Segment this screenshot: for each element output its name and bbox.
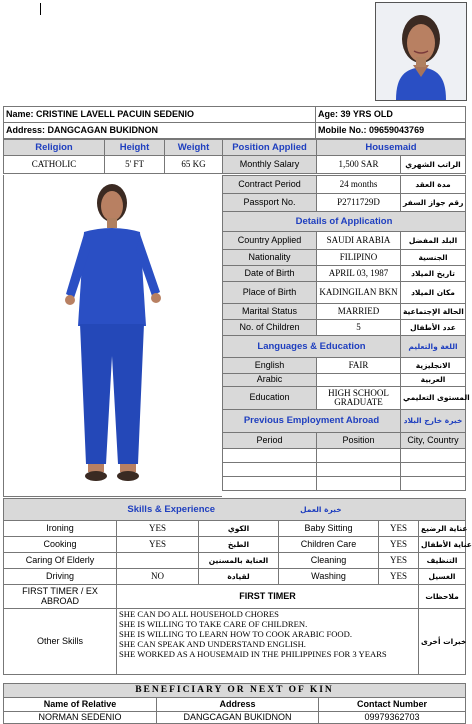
applicant-age: 39 YRS OLD: [340, 108, 393, 119]
name-cell: Name: CRISTINE LAVELL PACUIN SEDENIO: [4, 107, 316, 123]
emp-row3-period: [223, 477, 317, 491]
nationality-ar: الجنسية: [401, 250, 466, 266]
arabic-value: [317, 374, 401, 387]
education-ar: المستوى التعليمي: [401, 387, 466, 410]
religion-value: CATHOLIC: [4, 156, 105, 174]
contract-label: Contract Period: [223, 176, 317, 194]
children-label: No. of Children: [223, 320, 317, 336]
application-title: Details of Application: [223, 212, 466, 232]
skill-childcare-value: YES: [379, 537, 419, 553]
weight-header: Weight: [165, 140, 223, 156]
header-table: [3, 106, 466, 139]
dob-label: Date of Birth: [223, 266, 317, 282]
mobile-cell: Mobile No.: 09659043769: [316, 123, 466, 139]
skill-babysitting-label: Baby Sitting: [279, 521, 379, 537]
first-timer-value: FIRST TIMER: [117, 585, 419, 609]
passport-label-ar: رقم جواز السفر: [401, 194, 466, 212]
emp-position-header: Position: [317, 433, 401, 449]
skills-title-ar: خبرة العمل: [300, 504, 342, 514]
other-skills-ar: خبرات أخرى: [419, 609, 466, 675]
emp-row2-period: [223, 463, 317, 477]
skill-driving-value: NO: [117, 569, 199, 585]
languages-title-ar: اللغة والتعليم: [401, 336, 466, 358]
education-label: Education: [223, 387, 317, 410]
height-value: 5' FT: [105, 156, 165, 174]
emp-row1-country: [401, 449, 466, 463]
first-timer-label: FIRST TIMER / EX ABROAD: [4, 585, 117, 609]
marital-ar: الحالة الإجتماعية: [401, 304, 466, 320]
emp-row3-country: [401, 477, 466, 491]
skill-washing-ar: الغسيل: [419, 569, 466, 585]
emp-row2-country: [401, 463, 466, 477]
period-header: Period: [223, 433, 317, 449]
skill-ironing-value: YES: [117, 521, 199, 537]
notes-ar: ملاحظات: [419, 585, 466, 609]
skill-elderly-label: Caring Of Elderly: [4, 553, 117, 569]
english-label: English: [223, 358, 317, 374]
skill-driving-ar: لقيادة: [199, 569, 279, 585]
salary-label-ar: الراتب الشهري: [401, 156, 466, 174]
dob-value: APRIL 03, 1987: [317, 266, 401, 282]
contract-label-ar: مدة العقد: [401, 176, 466, 194]
languages-title: Languages & Education: [223, 336, 401, 358]
skill-babysitting-value: YES: [379, 521, 419, 537]
address-cell: Address: DANGCAGAN BUKIDNON: [4, 123, 316, 139]
emp-row3-position: [317, 477, 401, 491]
age-cell: Age: 39 YRS OLD: [316, 107, 466, 123]
applicant-mobile: 09659043769: [369, 124, 425, 135]
country-applied-label: Country Applied: [223, 232, 317, 250]
portrait-photo: [375, 2, 467, 101]
text-cursor: [40, 3, 41, 15]
education-value: HIGH SCHOOL GRADUATE: [317, 387, 401, 410]
photo-frame: [3, 175, 222, 497]
emp-row1-period: [223, 449, 317, 463]
skill-ironing-label: Ironing: [4, 521, 117, 537]
passport-value: P2711729D: [317, 194, 401, 212]
marital-label: Marital Status: [223, 304, 317, 320]
skill-cleaning-label: Cleaning: [279, 553, 379, 569]
english-ar: الانجليزية: [401, 358, 466, 374]
relative-address: DANGCAGAN BUKIDNON: [157, 712, 319, 724]
relative-contact: 09979362703: [319, 712, 466, 724]
pob-ar: مكان الميلاد: [401, 282, 466, 304]
skill-cooking-value: YES: [117, 537, 199, 553]
passport-label: Passport No.: [223, 194, 317, 212]
arabic-label: Arabic: [223, 374, 317, 387]
dob-ar: تاريخ الميلاد: [401, 266, 466, 282]
skill-elderly-value: [117, 553, 199, 569]
skills-table: [3, 498, 472, 675]
employment-title: Previous Employment Abroad: [223, 410, 401, 433]
arabic-ar: العربية: [401, 374, 466, 387]
employment-title-ar: خبرة خارج البلاد: [401, 410, 466, 433]
weight-value: 65 KG: [165, 156, 223, 174]
skill-cooking-label: Cooking: [4, 537, 117, 553]
skill-childcare-label: Children Care: [279, 537, 379, 553]
skill-cleaning-value: YES: [379, 553, 419, 569]
skills-title-row: [4, 499, 466, 521]
other-skills-label: Other Skills: [4, 609, 117, 675]
height-header: Height: [105, 140, 165, 156]
skill-ironing-ar: الكوي: [199, 521, 279, 537]
relative-name: NORMAN SEDENIO: [4, 712, 157, 724]
nationality-label: Nationality: [223, 250, 317, 266]
skill-babysitting-ar: عناية الرضيع: [419, 521, 466, 537]
salary-label: Monthly Salary: [223, 156, 317, 174]
applicant-name: CRISTINE LAVELL PACUIN SEDENIO: [36, 108, 195, 119]
nationality-value: FILIPINO: [317, 250, 401, 266]
other-skills-value: SHE CAN DO ALL HOUSEHOLD CHORES SHE IS WILLING TO TAKE CARE OF CHILDREN. SHE IS WILLING TO LEARN HOW TO COOK ARABIC FOOD. SHE CAN SPEAK AND UNDERSTAND ENGLISH. SHE WORKED AS A HOUSEMAID IN THE PHILIPPINES FOR 3 YEARS: [117, 609, 419, 675]
skill-elderly-ar: العناية بالمسنين: [199, 553, 279, 569]
skills-title: Skills & Experience: [127, 503, 216, 515]
children-ar: عدد الأطفال: [401, 320, 466, 336]
contract-value: 24 months: [317, 176, 401, 194]
details-table: [222, 175, 470, 491]
emp-row1-position: [317, 449, 401, 463]
religion-header: Religion: [4, 140, 105, 156]
relative-name-header: Name of Relative: [4, 698, 157, 712]
skill-cooking-ar: الطبخ: [199, 537, 279, 553]
children-value: 5: [317, 320, 401, 336]
relative-contact-header: Contact Number: [319, 698, 466, 712]
marital-value: MARRIED: [317, 304, 401, 320]
skill-washing-label: Washing: [279, 569, 379, 585]
beneficiary-title: BENEFICIARY OR NEXT OF KIN: [4, 684, 466, 698]
salary-value: 1,500 SAR: [317, 156, 401, 174]
english-value: FAIR: [317, 358, 401, 374]
skill-driving-label: Driving: [4, 569, 117, 585]
skill-washing-value: YES: [379, 569, 419, 585]
applicant-address: DANGCAGAN BUKIDNON: [47, 124, 159, 135]
pob-label: Place of Birth: [223, 282, 317, 304]
country-applied-ar: البلد المفضل: [401, 232, 466, 250]
country-applied-value: SAUDI ARABIA: [317, 232, 401, 250]
city-country-header: City, Country: [401, 433, 466, 449]
pob-value: KADINGILAN BKN: [317, 282, 401, 304]
relative-address-header: Address: [157, 698, 319, 712]
position-header: Position Applied: [223, 140, 317, 156]
skill-cleaning-ar: التنظيف: [419, 553, 466, 569]
beneficiary-table: [3, 683, 466, 724]
position-value: Housemaid: [317, 140, 466, 156]
emp-row2-position: [317, 463, 401, 477]
basic-info-table: [3, 139, 466, 174]
skill-childcare-ar: عناية الأطفال: [419, 537, 466, 553]
